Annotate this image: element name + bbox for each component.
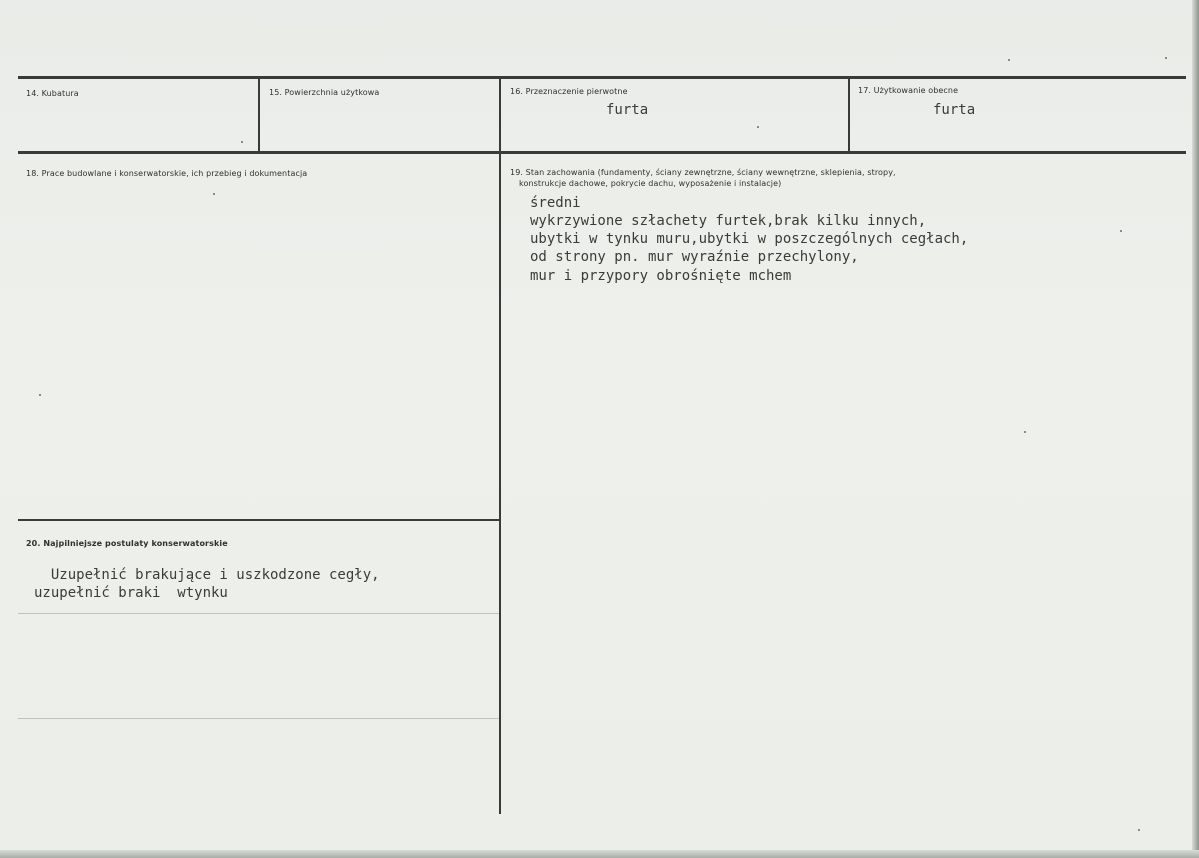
paper-speck: [1008, 59, 1010, 61]
paper-speck: [39, 394, 41, 396]
field-15-label: 15. Powierzchnia użytkowa: [269, 88, 380, 97]
field-16-value: furta: [606, 102, 649, 118]
card-edge-bottom: [0, 850, 1199, 858]
paper-speck: [1024, 431, 1026, 433]
main-column-divider: [499, 154, 501, 814]
field-16-label: 16. Przeznaczenie pierwotne: [510, 87, 628, 96]
field-19-line: wykrzywione szłachety furtek,brak kilku innych,: [530, 213, 927, 229]
section-20-rule: [18, 519, 499, 521]
header-bottom-rule: [18, 151, 1186, 154]
field-19-line: ubytki w tynku muru,ubytki w poszczególnych cegłach,: [530, 231, 969, 247]
field-14-label: 14. Kubatura: [26, 89, 79, 98]
field-19-line: średni: [530, 195, 581, 211]
paper-speck: [757, 126, 759, 128]
field-19-label-line2: konstrukcje dachowe, pokrycie dachu, wyposażenie i instalacje): [519, 179, 782, 188]
divider-14-15: [258, 79, 260, 152]
field-17-value: furta: [933, 102, 976, 118]
paper-speck: [213, 193, 215, 195]
field-19-line: od strony pn. mur wyraźnie przechylony,: [530, 249, 859, 265]
paper-speck: [1120, 230, 1122, 232]
field-18-label: 18. Prace budowlane i konserwatorskie, ich przebieg i dokumentacja: [26, 169, 308, 178]
field-20-line: Uzupełnić brakujące i uszkodzone cegły,: [34, 567, 380, 583]
paper-speck: [1138, 829, 1140, 831]
divider-15-16: [499, 79, 501, 152]
paper-speck: [241, 141, 243, 143]
field-20-label: 20. Najpilniejsze postulaty konserwatorskie: [26, 539, 228, 548]
faint-rule: [18, 613, 499, 614]
divider-16-17: [848, 79, 850, 152]
paper-speck: [1165, 57, 1167, 59]
faint-rule: [18, 718, 499, 719]
field-19-line: mur i przypory obrośnięte mchem: [530, 268, 792, 284]
card-edge-right: [1192, 0, 1199, 858]
field-19-label-line1: 19. Stan zachowania (fundamenty, ściany zewnętrzne, ściany wewnętrzne, sklepienia, stropy,: [510, 168, 896, 177]
field-17-label: 17. Użytkowanie obecne: [858, 86, 959, 95]
field-20-line: uzupełnić braki wtynku: [34, 585, 228, 601]
top-rule: [18, 76, 1186, 79]
